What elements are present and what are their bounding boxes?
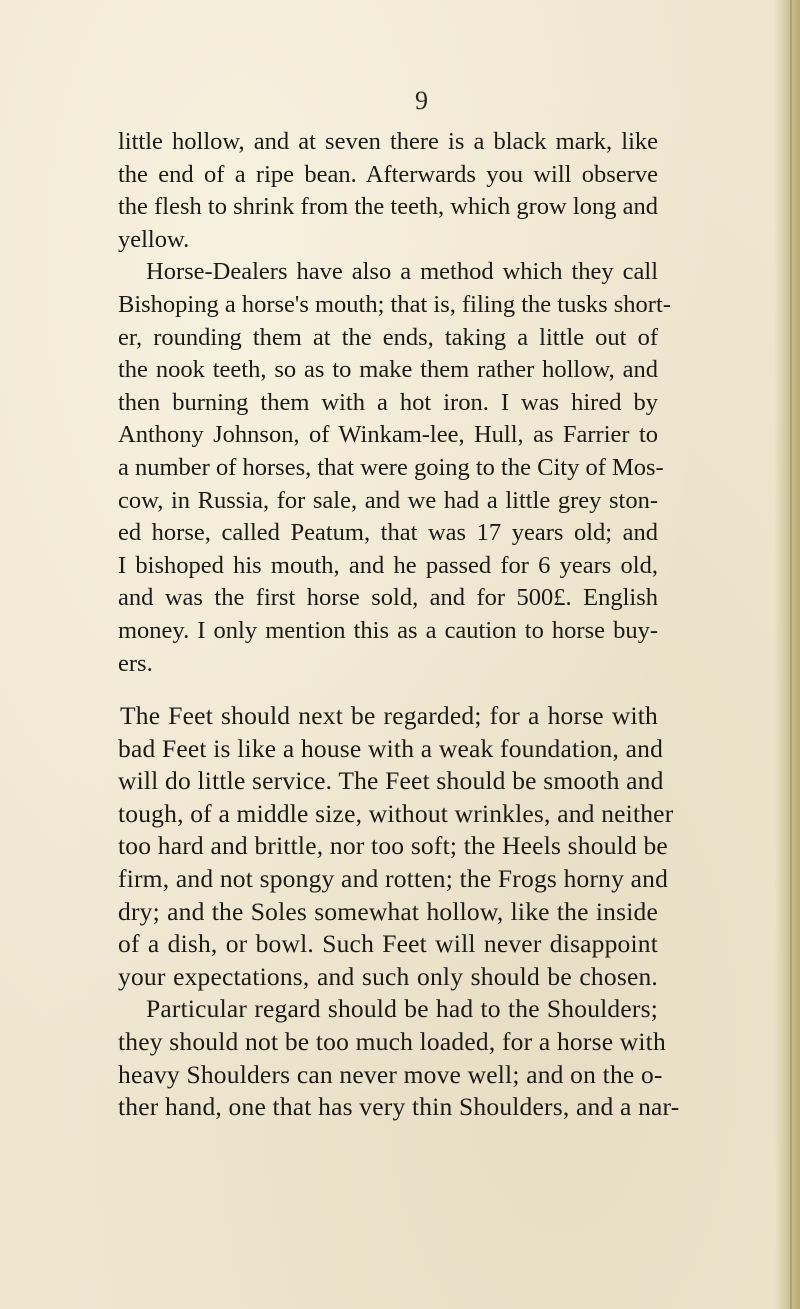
text-line: Anthony Johnson, of Winkam-lee, Hull, as Farrier to <box>118 421 658 449</box>
text-line: money. I only mention this as a caution to horse buy- <box>118 616 658 644</box>
text-line: then burning them with a hot iron. I was hired by <box>118 388 658 416</box>
text-line: I bishoped his mouth, and he passed for 6 years old, <box>118 551 658 579</box>
text-line: and was the first horse sold, and for 500£. English <box>118 584 658 612</box>
text-line: Bishoping a horse's mouth; that is, filing the tusks short- <box>118 290 671 318</box>
text-line: firm, and not spongy and rotten; the Frogs horny and <box>118 864 669 894</box>
text-line: they should not be too much loaded, for a horse with <box>118 1027 666 1057</box>
text-line: little hollow, and at seven there is a black mark, like <box>118 128 658 155</box>
text-line: the nook teeth, so as to make them rather hollow, and <box>118 356 658 384</box>
text-line: the end of a ripe bean. Afterwards you will observe <box>118 160 658 188</box>
text-line: Particular regard should be had to the Shoulders; <box>146 994 658 1024</box>
body-text <box>118 126 680 1124</box>
text-line: dry; and the Soles somewhat hollow, like the inside <box>118 896 658 926</box>
text-line: Horse-Dealers have also a method which they call <box>146 258 658 286</box>
text-line: of a dish, or bowl. Such Feet will never disappoint <box>118 929 658 959</box>
page-gutter-edge <box>774 0 800 1309</box>
page-number: 9 <box>415 86 428 115</box>
text-line: will do little service. The Feet should be smooth and <box>118 766 664 796</box>
text-line: cow, in Russia, for sale, and we had a little grey ston- <box>118 486 658 514</box>
text-line: The Feet should next be regarded; for a horse with <box>120 701 658 731</box>
text-line: tough, of a middle size, without wrinkles, and neither <box>118 798 674 828</box>
text-line: er, rounding them at the ends, taking a little out of <box>118 323 658 351</box>
text-line: your expectations, and such only should be chosen. <box>118 961 658 991</box>
text-line: the flesh to shrink from the teeth, which grow long and <box>118 193 658 221</box>
paragraph-gap <box>118 680 658 700</box>
text-line: heavy Shoulders can never move well; and on the o- <box>118 1059 663 1089</box>
binding-shadow <box>790 0 792 1309</box>
text-line: bad Feet is like a house with a weak foundation, and <box>118 733 664 763</box>
text-line: yellow. <box>118 225 190 253</box>
text-line: a number of horses, that were going to the City of Mos- <box>118 453 664 481</box>
text-line: too hard and brittle, nor too soft; the Heels should be <box>118 831 668 861</box>
text-line: ed horse, called Peatum, that was 17 years old; and <box>118 519 658 547</box>
text-line: ther hand, one that has very thin Shoulders, and a nar- <box>118 1092 680 1122</box>
text-line: ers. <box>118 649 153 677</box>
